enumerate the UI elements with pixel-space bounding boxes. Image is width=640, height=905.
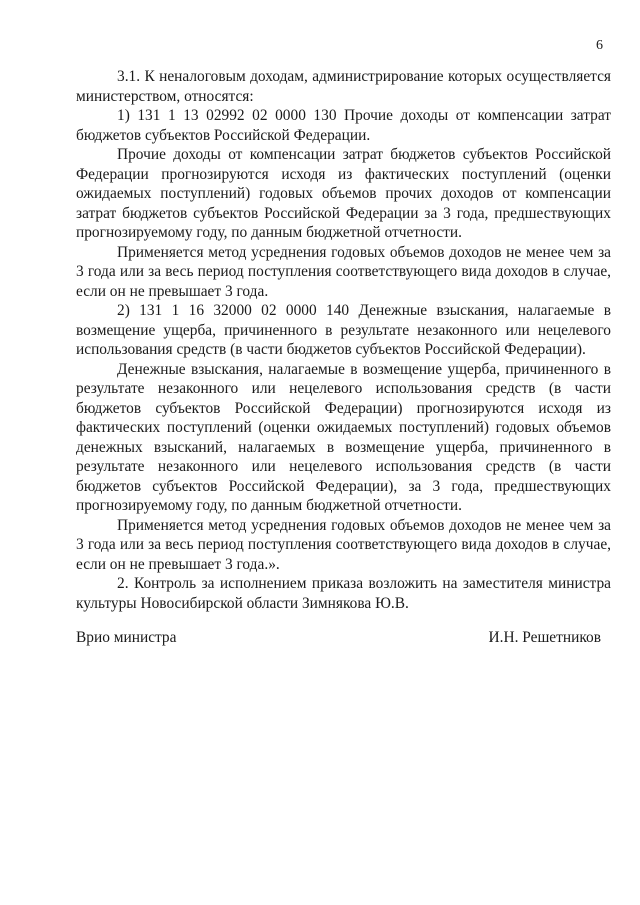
- paragraph-item-1-code: 1) 131 1 13 02992 02 0000 130 Прочие доходы от компенсации затрат бюджетов субъектов Российской Федерации.: [76, 107, 611, 144]
- signatory-position: Врио министра: [76, 629, 177, 646]
- paragraph-item-2-method: Применяется метод усреднения годовых объемов доходов не менее чем за 3 года или за весь период поступления соответствующего вида доходов в случае, если он не превышает 3 года.».: [76, 516, 611, 573]
- signatory-name: И.Н. Решетников: [488, 629, 601, 646]
- signature-block: [76, 628, 601, 648]
- paragraph-item-1-method: Применяется метод усреднения годовых объемов доходов не менее чем за 3 года или за весь период поступления соответствующего вида доходов в случае, если он не превышает 3 года.: [76, 243, 611, 300]
- paragraph-item-1-forecast: Прочие доходы от компенсации затрат бюджетов субъектов Российской Федерации прогнозируются исходя из фактических поступлений (оценки ожидаемых поступлений) годовых объемов прочих доходов от компенсации затрат бюджетов субъектов Российской Федерации за 3 года, предшествующих прогнозируемому году, по данным бюджетной отчетности.: [76, 146, 611, 241]
- paragraph-item-2-forecast: Денежные взыскания, налагаемые в возмещение ущерба, причиненного в результате незаконного или нецелевого использования средств (в части бюджетов субъектов Российской Федерации) прогнозируются исходя из фактических поступлений (оценки ожидаемых поступлений) годовых объемов денежных взысканий, налагаемых в возмещение ущерба, причиненного в результате незаконного или нецелевого использования средств (в части бюджетов субъектов Российской Федерации), за 3 года, предшествующих прогнозируемому году, по данным бюджетной отчетности.: [76, 360, 611, 514]
- paragraph-item-2-code: 2) 131 1 16 32000 02 0000 140 Денежные взыскания, налагаемые в возмещение ущерба, причиненного в результате незаконного или нецелевого использования средств (в части бюджетов субъектов Российской Федерации).: [76, 302, 611, 358]
- paragraph-control-clause: 2. Контроль за исполнением приказа возложить на заместителя министра культуры Новосибирской области Зимнякова Ю.В.: [76, 575, 611, 612]
- page-number: 6: [596, 38, 603, 53]
- paragraph-3-1-intro: 3.1. К неналоговым доходам, администрирование которых осуществляется министерством, относятся:: [76, 68, 611, 105]
- document-body: [76, 67, 611, 613]
